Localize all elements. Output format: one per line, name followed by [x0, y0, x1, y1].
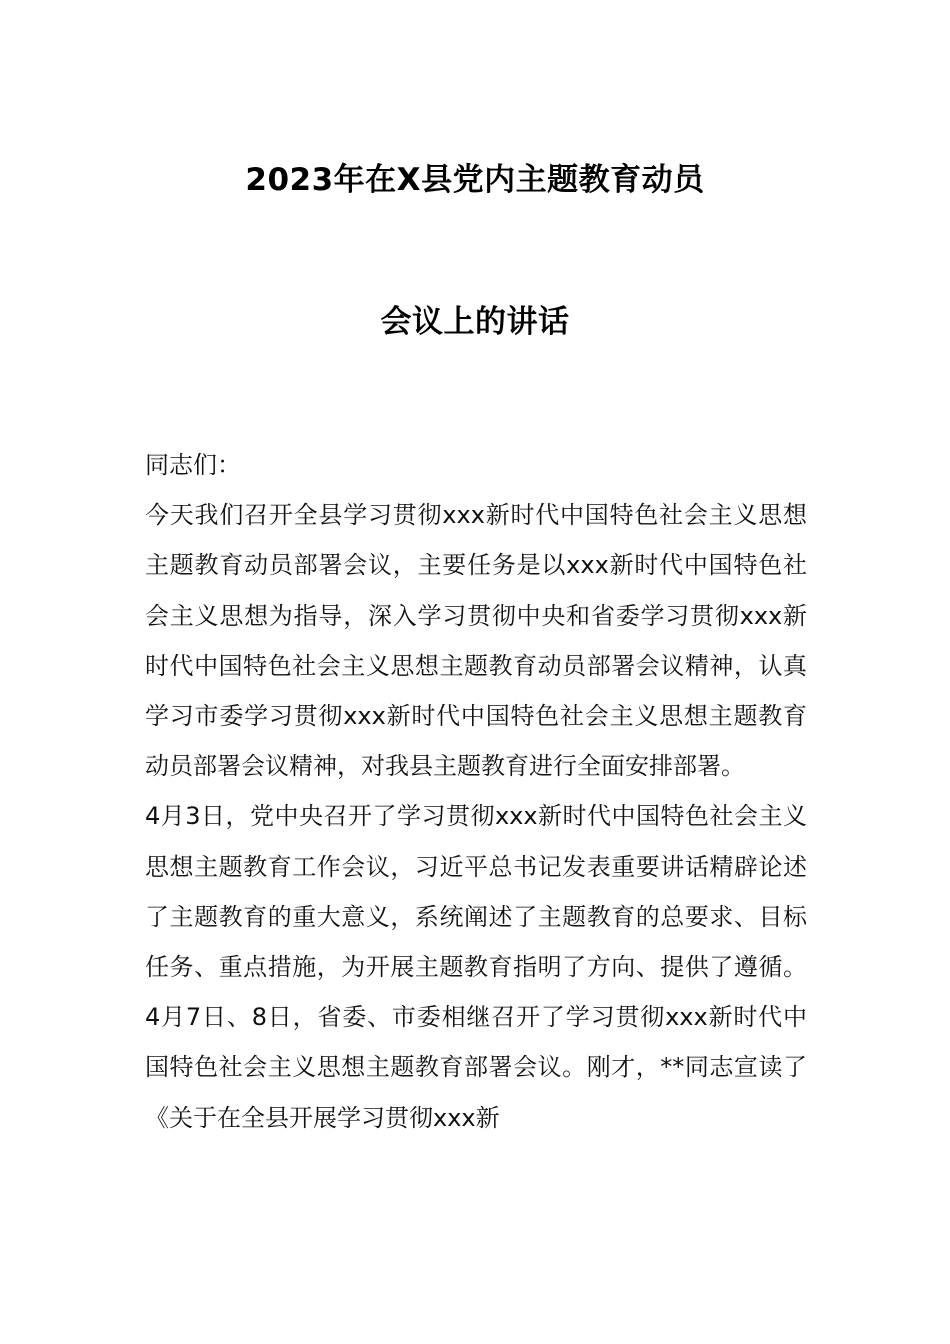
- document-title-line-2: 会议上的讲话: [380, 304, 570, 340]
- document-body: [145, 440, 807, 1143]
- document-title-line-1: 2023年在X县党内主题教育动员: [245, 162, 705, 198]
- paragraph-2: 4月3日，党中央召开了学习贯彻xxx新时代中国特色社会主义思想主题教育工作会议，习近平总书记发表重要讲话精辟论述了主题教育的重大意义，系统阐述了主题教育的总要求、目标任务、重点措施，为开展主题教育指明了方向、提供了遵循。4月7日、8日，省委、市委相继召开了学习贯彻xxx新时代中国特色社会主义思想主题教育部署会议。刚才，**同志宣读了《关于在全县开展学习贯彻xxx新: [145, 802, 807, 1132]
- salutation: 同志们：: [145, 451, 241, 479]
- paragraph-1: 今天我们召开全县学习贯彻xxx新时代中国特色社会主义思想主题教育动员部署会议，主要任务是以xxx新时代中国特色社会主义思想为指导，深入学习贯彻中央和省委学习贯彻xxx新时代中国特色社会主义思想主题教育动员部署会议精神，认真学习市委学习贯彻xxx新时代中国特色社会主义思想主题教育动员部署会议精神，对我县主题教育进行全面安排部署。: [145, 501, 807, 781]
